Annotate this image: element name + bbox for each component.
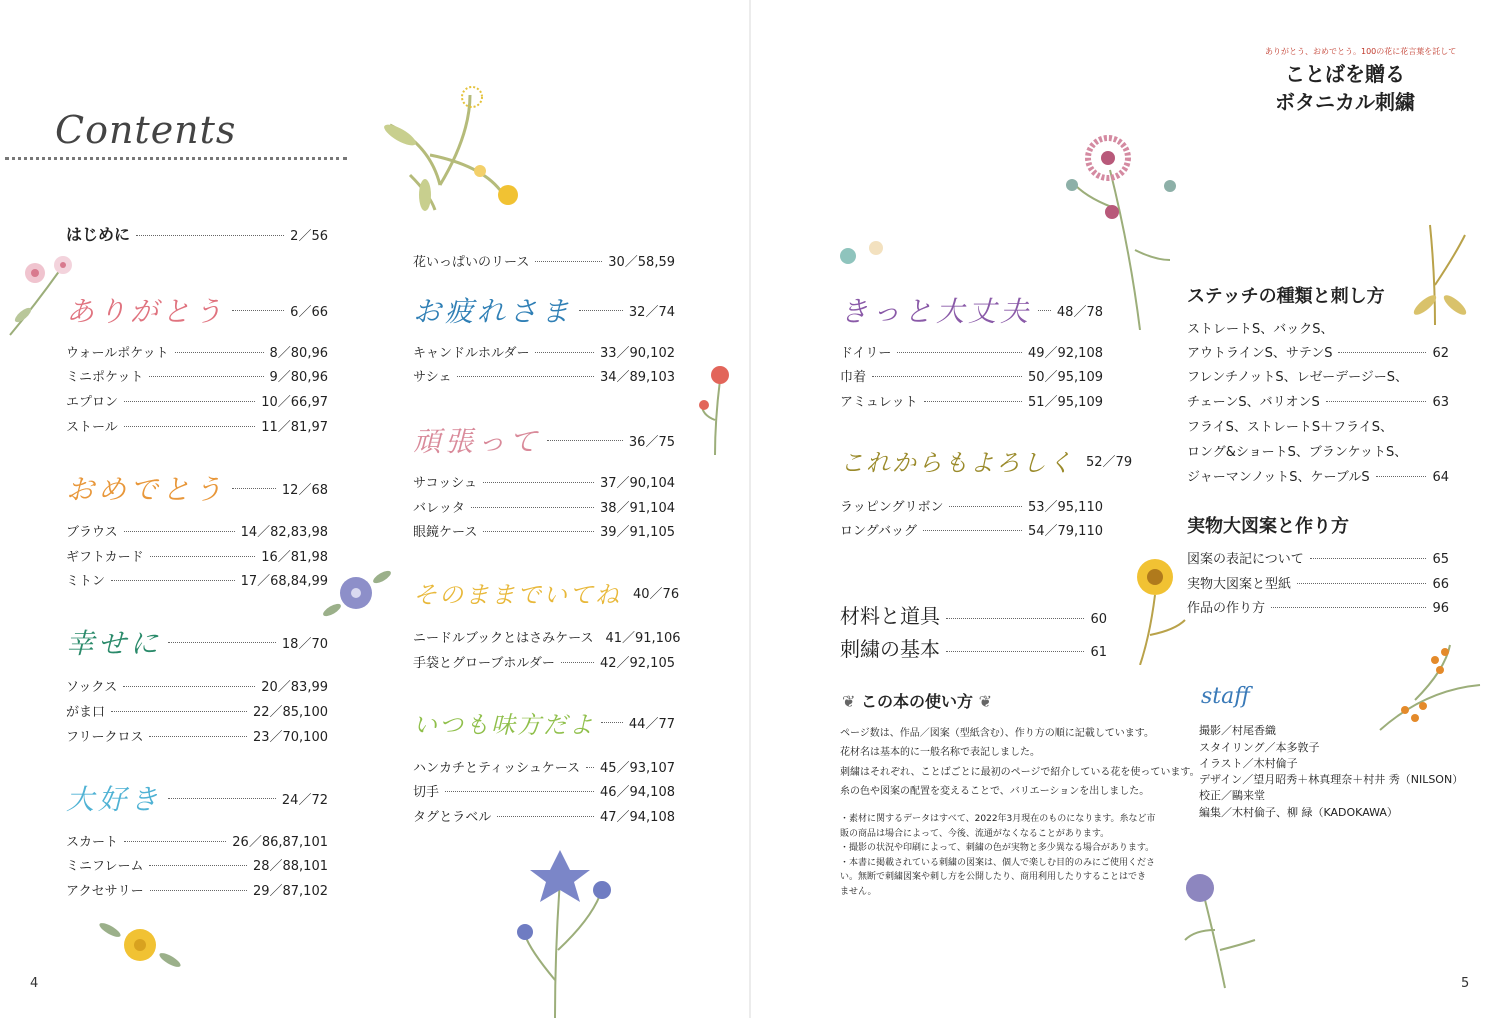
toc-row <box>413 342 675 361</box>
page-number-left: 4 <box>30 976 39 991</box>
stitch-row <box>1187 441 1449 460</box>
heading-text: 実物大図案と作り方 <box>1187 516 1349 537</box>
ornament-right-icon: ❦ <box>973 692 992 711</box>
toc-page: 61 <box>1090 645 1107 660</box>
leader-dots <box>149 865 246 866</box>
toc-page: 37／90,104 <box>599 476 675 491</box>
toc-row <box>66 701 328 720</box>
section-title: そのままでいてね <box>413 581 621 609</box>
toc-row <box>413 627 681 646</box>
leader-dots <box>445 791 594 792</box>
leader-dots <box>124 401 255 402</box>
toc-row <box>66 676 328 695</box>
toc-label: チェーンS、バリオンS <box>1187 395 1320 410</box>
book-title <box>1270 60 1420 116</box>
toc-label: ギフトカード <box>66 550 144 565</box>
toc-label: 眼鏡ケース <box>413 525 478 540</box>
toc-label: アクセサリー <box>66 884 144 899</box>
toc-page: 22／85,100 <box>252 705 328 720</box>
toc-page: 26／86,87,101 <box>232 835 328 850</box>
leader-dots <box>457 376 593 377</box>
toc-label: エプロン <box>66 395 119 410</box>
toc-page: 11／81,97 <box>261 420 328 435</box>
toc-label: がま口 <box>66 705 106 720</box>
leader-dots <box>1338 352 1426 353</box>
leader-dots <box>175 352 264 353</box>
toc-label: ロング&ショートS、ブランケットS、 <box>1187 445 1408 460</box>
section-korekaramo <box>840 443 1133 478</box>
section-title: ありがとう <box>66 295 227 328</box>
toc-row <box>66 570 328 589</box>
heading-text: ステッチの種類と刺し方 <box>1187 286 1385 307</box>
toc-row <box>840 496 1103 515</box>
toc-page: 33／90,102 <box>599 346 675 361</box>
leader-dots <box>483 531 594 532</box>
toc-page: 62 <box>1432 346 1449 361</box>
bellflower-embroidery-icon <box>500 840 630 1018</box>
toc-label: ソックス <box>66 680 118 695</box>
usage-line: ページ数は、作品／図案（型紙含む）、作り方の順に記載しています。 <box>840 728 1154 739</box>
toc-row <box>66 416 328 435</box>
leader-dots <box>924 401 1022 402</box>
toc-page: 47／94,108 <box>599 810 675 825</box>
leader-dots <box>1038 310 1051 311</box>
note-line: ・本書に掲載されている刺繍の図案は、個人で楽しむ目的のみにご使用くださ <box>840 858 1156 868</box>
staff-line: 編集／木村倫子、柳 緑（KADOKAWA） <box>1199 806 1398 819</box>
toc-page: 41／91,106 <box>605 631 681 646</box>
leader-dots <box>150 890 247 891</box>
stitch-row <box>1187 366 1449 385</box>
toc-page: 42／92,105 <box>599 656 675 671</box>
stitch-title <box>1187 282 1417 308</box>
toc-page: 38／91,104 <box>599 501 675 516</box>
toc-row <box>66 366 328 385</box>
toc-row <box>413 781 675 800</box>
toc-row <box>66 880 328 899</box>
section-page: 12／68 <box>281 482 328 498</box>
toc-row <box>413 251 675 270</box>
toc-row <box>840 342 1103 361</box>
section-page: 44／77 <box>628 717 675 732</box>
toc-page: 28／88,101 <box>252 859 328 874</box>
lavender-embroidery-icon <box>1175 870 1265 990</box>
toc-label: サコッシュ <box>413 476 477 491</box>
page-gutter <box>749 0 751 1018</box>
note-line: ・素材に関するデータはすべて、2022年3月現在のものになります。糸など市 <box>840 814 1156 824</box>
section-shiawase <box>66 622 328 662</box>
toc-page: 65 <box>1432 552 1449 567</box>
toc-page: 64 <box>1432 470 1449 485</box>
toc-page: 20／83,99 <box>261 680 328 695</box>
section-page: 36／75 <box>628 434 675 450</box>
section-itsumo <box>413 705 675 740</box>
toc-label: はじめに <box>66 225 131 244</box>
usage-line: 花材名は基本的に一般名称で表記しました。 <box>840 747 1040 758</box>
stitch-row <box>1187 342 1449 361</box>
section-page: 32／74 <box>628 304 675 320</box>
leader-dots <box>111 580 235 581</box>
section-omedetou <box>66 468 328 508</box>
staff-line: 撮影／村尾香織 <box>1199 724 1276 737</box>
toc-page: 63 <box>1432 395 1449 410</box>
leader-dots <box>1376 476 1427 477</box>
leader-dots <box>111 711 247 712</box>
toc-page: 14／82,83,98 <box>240 525 328 540</box>
usage-line: 刺繍はそれぞれ、ことばごとに最初のページで紹介している花を使っています。 <box>840 767 1200 778</box>
book-title-line-1: ことばを贈る <box>1285 62 1405 86</box>
toc-label: ミトン <box>66 574 106 589</box>
toc-row <box>413 497 675 516</box>
toc-page: 54／79,110 <box>1027 524 1103 539</box>
section-title: いつも味方だよ <box>413 711 595 739</box>
toc-row <box>840 520 1103 539</box>
toc-label: アウトラインS、サテンS <box>1187 346 1333 361</box>
note-line: ・撮影の状況や印刷によって、刺繍の色が実物と多少異なる場合があります。 <box>840 843 1155 853</box>
stitch-row <box>1187 416 1449 435</box>
book-subtitle: ありがとう、おめでとう。100の花に花言葉を託して <box>1265 47 1457 56</box>
toc-page: 23／70,100 <box>252 730 328 745</box>
toc-row <box>840 366 1103 385</box>
toc-page: 9／80,96 <box>269 370 328 385</box>
leader-dots <box>168 642 276 643</box>
pattern-title <box>1187 512 1417 538</box>
page-number-right: 5 <box>1461 976 1470 991</box>
ornament-left-icon: ❦ <box>842 692 861 711</box>
toc-row <box>66 831 328 850</box>
small-bud-embroidery-icon <box>828 238 888 273</box>
toc-label: 刺繍の基本 <box>840 637 940 661</box>
leader-dots <box>1326 401 1427 402</box>
toc-page: 49／92,108 <box>1027 346 1103 361</box>
leader-dots <box>124 841 226 842</box>
toc-page: 53／95,110 <box>1027 500 1103 515</box>
leader-dots <box>123 686 255 687</box>
toc-label: アミュレット <box>840 395 918 410</box>
leader-dots <box>149 376 263 377</box>
note-line: 販の商品は場合によって、今後、流通がなくなることがあります。 <box>840 829 1110 839</box>
toc-label: ロングバッグ <box>840 524 917 539</box>
leader-dots <box>949 506 1021 507</box>
usage-title-text: この本の使い方 <box>860 692 973 711</box>
leader-dots <box>601 722 623 723</box>
usage-line: 糸の色や図案の配置を変えることで、バリエーションを出しました。 <box>840 786 1150 797</box>
toc-row-major <box>840 633 1107 662</box>
leader-dots <box>586 767 594 768</box>
toc-row <box>66 546 328 565</box>
toc-label: 花いっぱいのリース <box>413 255 530 270</box>
staff-line: 校正／鷗来堂 <box>1199 789 1265 802</box>
leader-dots <box>535 352 593 353</box>
staff-line: スタイリング／本多敦子 <box>1199 741 1320 754</box>
toc-label: バレッタ <box>413 501 465 516</box>
blue-flower-embroidery-icon <box>320 565 395 625</box>
toc-page: 96 <box>1432 601 1449 616</box>
pattern-row <box>1187 573 1449 592</box>
toc-row <box>66 855 328 874</box>
toc-page: 39／91,105 <box>599 525 675 540</box>
toc-page: 30／58,59 <box>608 255 675 270</box>
contents-title: Contents <box>55 108 237 152</box>
toc-label: 巾着 <box>840 370 867 385</box>
toc-label: ハンカチとティッシュケース <box>413 761 581 776</box>
toc-label: ストール <box>66 420 118 435</box>
toc-label: ジャーマンノットS、ケーブルS <box>1187 470 1370 485</box>
section-page: 52／79 <box>1086 455 1133 470</box>
toc-page: 60 <box>1090 612 1107 627</box>
toc-label: ストレートS、バックS、 <box>1187 322 1334 337</box>
leader-dots <box>124 531 235 532</box>
toc-label: フレンチノットS、レゼーデージーS、 <box>1187 370 1409 385</box>
leader-dots <box>946 651 1084 652</box>
toc-page: 51／95,109 <box>1027 395 1103 410</box>
toc-label: タグとラベル <box>413 810 492 825</box>
section-daisuki <box>66 778 328 818</box>
toc-row <box>413 366 675 385</box>
toc-label: 切手 <box>413 785 440 800</box>
toc-row <box>413 472 675 491</box>
yellow-flower-embroidery-icon <box>95 915 185 975</box>
staff-line: イラスト／木村倫子 <box>1199 757 1298 770</box>
book-title-line-2: ボタニカル刺繍 <box>1275 90 1415 114</box>
toc-page: 10／66,97 <box>261 395 328 410</box>
toc-label: 材料と道具 <box>840 604 940 628</box>
toc-row-major <box>840 600 1107 629</box>
leader-dots <box>547 440 623 441</box>
carnation-embroidery-icon <box>690 360 745 460</box>
daisy-embroidery-icon <box>5 245 85 340</box>
pattern-row <box>1187 597 1449 616</box>
section-title: お疲れさま <box>413 295 574 328</box>
toc-page: 17／68,84,99 <box>240 574 328 589</box>
toc-row <box>66 521 328 540</box>
toc-row <box>413 757 675 776</box>
section-title: 頑張って <box>413 425 542 458</box>
toc-label: フライS、ストレートS＋フライS、 <box>1187 420 1393 435</box>
leader-dots <box>1297 583 1426 584</box>
sunflower-embroidery-icon <box>1120 555 1190 665</box>
toc-row <box>413 521 675 540</box>
toc-page: 66 <box>1432 577 1449 592</box>
leader-dots <box>923 530 1022 531</box>
note-line: ません。 <box>840 887 877 897</box>
note-line: い。無断で刺繍図案や刺し方を公開したり、商用利用したりすることはでき <box>840 872 1147 882</box>
section-page: 48／78 <box>1056 304 1103 320</box>
toc-label: フリークロス <box>66 730 144 745</box>
pattern-row <box>1187 548 1449 567</box>
lily-of-valley-embroidery-icon <box>1405 215 1475 325</box>
toc-page: 46／94,108 <box>599 785 675 800</box>
orange-berry-embroidery-icon <box>1375 630 1485 740</box>
section-title: 大好き <box>66 783 163 816</box>
section-arigatou <box>66 290 328 330</box>
section-page: 40／76 <box>633 587 680 602</box>
leader-dots <box>579 310 623 311</box>
toc-label: ブラウス <box>66 525 118 540</box>
leader-dots <box>872 376 1022 377</box>
leader-dots <box>149 736 246 737</box>
stitch-row <box>1187 466 1449 485</box>
toc-page: 34／89,103 <box>599 370 675 385</box>
leader-dots <box>1271 607 1426 608</box>
toc-row <box>66 391 328 410</box>
toc-label: キャンドルホルダー <box>413 346 530 361</box>
toc-row <box>66 342 328 361</box>
staff-line: デザイン／望月昭秀＋林真理奈＋村井 秀（NILSON） <box>1199 773 1464 786</box>
section-ganbatte <box>413 420 675 460</box>
section-otsukaresama <box>413 290 675 330</box>
leader-dots <box>497 816 594 817</box>
usage-title <box>842 689 992 712</box>
leader-dots <box>232 488 276 489</box>
title-dotted-rule <box>5 157 347 160</box>
toc-row <box>840 391 1103 410</box>
dandelion-embroidery-icon <box>370 85 530 225</box>
toc-row <box>413 806 675 825</box>
toc-label: 実物大図案と型紙 <box>1187 577 1292 592</box>
toc-label: ラッピングリボン <box>840 500 944 515</box>
section-page: 18／70 <box>281 636 328 652</box>
leader-dots <box>150 556 256 557</box>
toc-label: サシェ <box>413 370 452 385</box>
toc-page: 16／81,98 <box>261 550 328 565</box>
gerbera-embroidery-icon <box>1060 130 1180 330</box>
leader-dots <box>232 310 284 311</box>
leader-dots <box>124 426 255 427</box>
section-title: きっと大丈夫 <box>840 295 1033 328</box>
leader-dots <box>471 507 594 508</box>
leader-dots <box>897 352 1022 353</box>
leader-dots <box>946 618 1084 619</box>
leader-dots <box>136 235 284 236</box>
toc-page: 50／95,109 <box>1027 370 1103 385</box>
toc-label: 手袋とグローブホルダー <box>413 656 555 671</box>
toc-label: ウォールポケット <box>66 346 169 361</box>
section-title: おめでとう <box>66 473 227 506</box>
toc-label: ニードルブックとはさみケース <box>413 631 594 646</box>
toc-row <box>413 652 675 671</box>
toc-row <box>66 726 328 745</box>
leader-dots <box>168 798 276 799</box>
toc-label: 作品の作り方 <box>1187 601 1266 616</box>
leader-dots <box>1310 558 1427 559</box>
leader-dots <box>483 482 594 483</box>
toc-page: 8／80,96 <box>269 346 328 361</box>
toc-page: 2／56 <box>290 229 328 244</box>
section-title: 幸せに <box>66 627 163 660</box>
section-page: 24／72 <box>281 792 328 808</box>
leader-dots <box>535 261 602 262</box>
toc-page: 29／87,102 <box>252 884 328 899</box>
staff-title: staff <box>1201 684 1250 709</box>
toc-row <box>66 222 328 245</box>
toc-label: スカート <box>66 835 119 850</box>
section-title: これからもよろしく <box>840 449 1074 477</box>
toc-page: 45／93,107 <box>599 761 675 776</box>
leader-dots <box>561 662 594 663</box>
section-page: 6／66 <box>290 304 328 320</box>
toc-label: 図案の表記について <box>1187 552 1304 567</box>
section-sonomama <box>413 575 680 610</box>
stitch-row <box>1187 391 1449 410</box>
toc-label: ミニポケット <box>66 370 144 385</box>
toc-label: ドイリー <box>840 346 892 361</box>
toc-label: ミニフレーム <box>66 859 144 874</box>
